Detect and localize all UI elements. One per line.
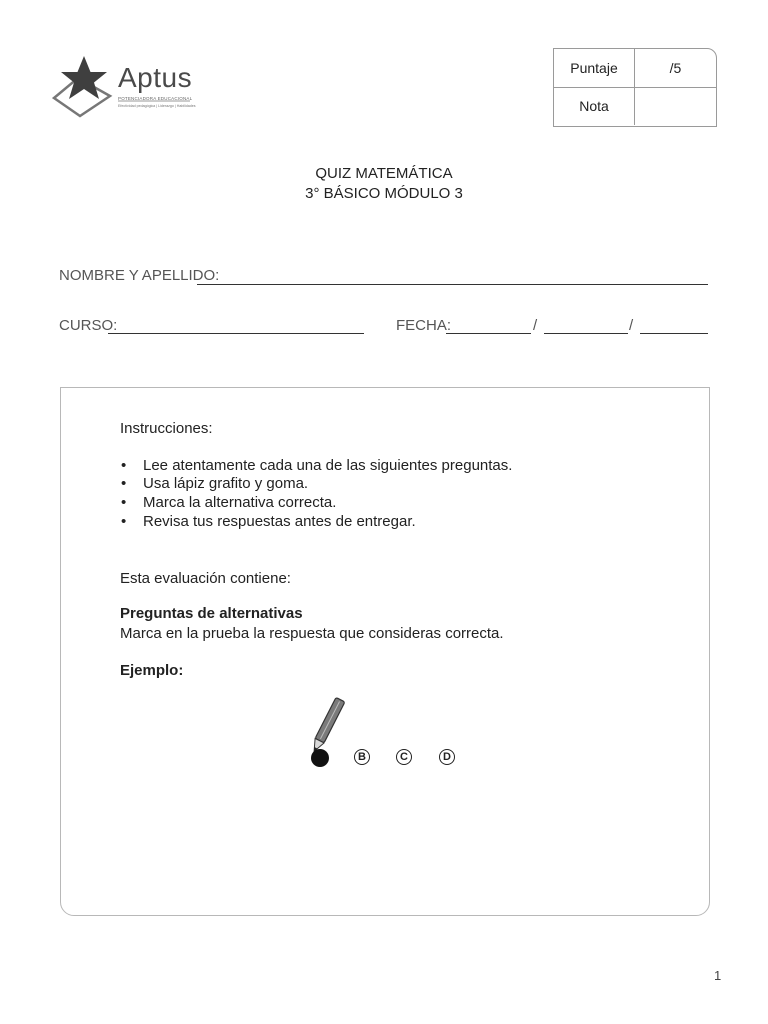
score-value-puntaje[interactable]: /5	[669, 60, 682, 76]
example-label: Ejemplo:	[120, 662, 184, 679]
instruction-item: Lee atentamente cada una de las siguientes preguntas.	[143, 457, 513, 474]
bullet-icon: •	[121, 494, 127, 511]
logo-wordmark: Aptus	[118, 62, 193, 93]
course-input-line[interactable]	[108, 333, 364, 334]
score-label-nota: Nota	[554, 87, 635, 125]
option-bubble-d: D	[439, 749, 455, 765]
date-month-line[interactable]	[544, 333, 628, 334]
option-bubble-b: B	[354, 749, 370, 765]
instructions-heading: Instrucciones:	[120, 420, 213, 437]
page-number: 1	[714, 968, 722, 983]
evaluation-contains: Esta evaluación contiene:	[120, 570, 291, 587]
instruction-item: Marca la alternativa correcta.	[143, 494, 337, 511]
section-title: Preguntas de alternativas	[120, 605, 303, 622]
course-label: CURSO:	[59, 317, 118, 334]
bullet-icon: •	[121, 513, 127, 530]
date-label: FECHA:	[396, 317, 452, 334]
pencil-icon	[310, 697, 345, 753]
score-label-puntaje: Puntaje	[554, 49, 635, 87]
logo-subtagline: Efectividad pedagógica | Liderazgo | Habilidades	[118, 104, 196, 108]
instruction-item: Usa lápiz grafito y goma.	[143, 475, 309, 492]
bullet-icon: •	[121, 457, 127, 474]
date-day-line[interactable]	[446, 333, 531, 334]
score-row-nota	[554, 87, 716, 125]
bullet-icon: •	[121, 475, 127, 492]
date-separator-2: /	[629, 317, 634, 334]
section-text: Marca en la prueba la respuesta que consideras correcta.	[120, 625, 504, 642]
score-box	[553, 48, 717, 127]
date-separator-1: /	[533, 317, 538, 334]
example-answer-graphic	[305, 696, 355, 772]
score-row-puntaje	[554, 49, 716, 88]
name-label: NOMBRE Y APELLIDO:	[59, 267, 220, 284]
logo-star-icon	[61, 56, 107, 99]
name-input-line[interactable]	[197, 284, 708, 285]
filled-answer-bubble	[311, 749, 329, 767]
date-year-line[interactable]	[640, 333, 708, 334]
instruction-item: Revisa tus respuestas antes de entregar.	[143, 513, 416, 530]
score-value-nota[interactable]	[635, 87, 716, 125]
option-bubble-c: C	[396, 749, 412, 765]
page-subtitle: 3° BÁSICO MÓDULO 3	[305, 185, 463, 202]
logo-tagline: POTENCIADORA EDUCACIONAL	[118, 96, 193, 101]
page-title: QUIZ MATEMÁTICA	[315, 165, 453, 182]
